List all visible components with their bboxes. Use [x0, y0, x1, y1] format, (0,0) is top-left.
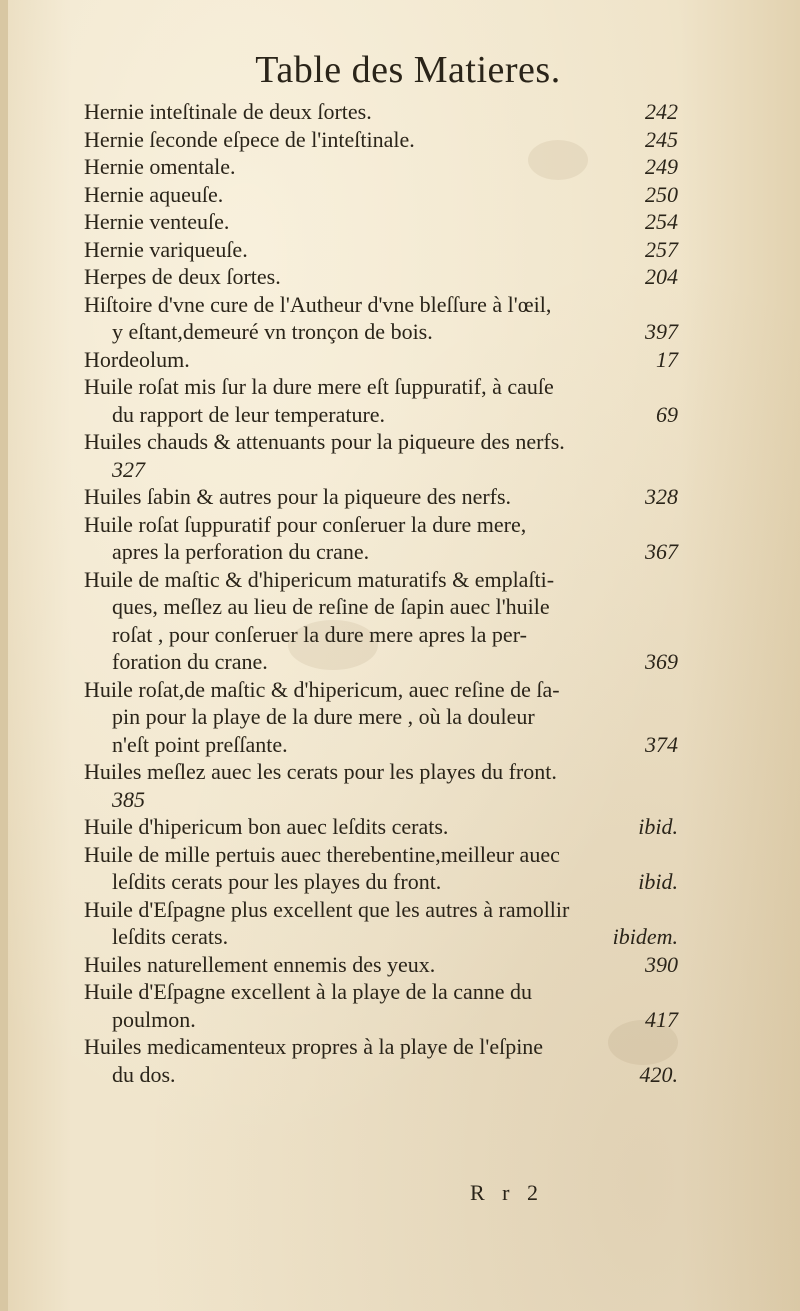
entry-text: n'eſt point preſſante. [112, 731, 288, 757]
index-entry [84, 153, 678, 181]
entry-line [84, 648, 678, 676]
entry-text: poulmon. [112, 1006, 196, 1032]
entry-line [84, 1033, 678, 1061]
entry-text: Herpes de deux ſortes. [84, 264, 281, 289]
entry-page-number: ibid. [638, 814, 678, 839]
entry-line [84, 676, 678, 704]
entry-page-number: 249 [645, 154, 678, 179]
index-entry [84, 126, 678, 154]
entry-text: foration du crane. [112, 649, 268, 674]
entry-page-number: 397 [645, 319, 678, 344]
entry-page-number: 204 [645, 264, 678, 289]
entry-page-number: 369 [645, 649, 678, 674]
index-entry [84, 951, 678, 979]
entry-text: Hiſtoire d'vne cure de l'Autheur d'vne bleſſure à l'œil, [84, 291, 552, 317]
index-entry [84, 263, 678, 291]
entry-text: Huile roſat mis ſur la dure mere eſt ſuppuratif, à cauſe [84, 374, 554, 399]
entry-line [84, 978, 678, 1006]
index-entry [84, 511, 678, 566]
index-entry [84, 1033, 678, 1088]
index-entry [84, 346, 678, 374]
entry-line [84, 208, 678, 236]
entry-text: ques, meſlez au lieu de reſine de ſapin auec l'huile [112, 594, 550, 619]
entry-line [84, 1061, 678, 1089]
entry-line [84, 951, 678, 979]
entry-page-number: 417 [645, 1006, 678, 1032]
entry-page-number: ibidem. [612, 924, 678, 949]
entry-text: Hernie ſeconde eſpece de l'inteſtinale. [84, 126, 415, 152]
page-title: Table des Matieres. [255, 49, 561, 91]
entry-text: Hernie inteſtinale de deux ſortes. [84, 99, 372, 124]
entry-line [84, 98, 678, 126]
entry-text: Huiles meſlez auec les cerats pour les playes du front. [84, 759, 557, 784]
entry-page-number: 245 [645, 126, 678, 152]
entry-line [84, 428, 678, 456]
entry-text: Huiles chauds & attenuants pour la piqueure des nerfs. [84, 429, 565, 454]
entry-text: apres la perforation du crane. [112, 539, 370, 564]
entry-page-number: 242 [645, 99, 678, 124]
entry-text: Hernie venteuſe. [84, 209, 230, 234]
entry-text: Huile roſat ſuppuratif pour conſeruer la dure mere, [84, 511, 527, 537]
entry-line [84, 181, 678, 209]
entry-line [84, 841, 678, 869]
entry-line [84, 1006, 678, 1034]
entry-page-number: 367 [645, 539, 678, 564]
entry-page-number: 390 [645, 951, 678, 977]
entry-line [84, 621, 678, 649]
entry-text: Huiles medicamenteux propres à la playe de l'eſpine [84, 1034, 544, 1059]
index-entry [84, 483, 678, 511]
index-entry [84, 896, 678, 951]
entry-line [84, 566, 678, 594]
index-entries [84, 98, 678, 1088]
entry-text: Huile roſat,de maſtic & d'hipericum, auec reſine de ſa- [84, 676, 560, 702]
entry-line [84, 483, 678, 511]
index-entry [84, 676, 678, 759]
entry-line [84, 291, 678, 319]
index-entry [84, 428, 678, 483]
entry-line [84, 538, 678, 566]
index-entry [84, 181, 678, 209]
entry-text: Huile de mille pertuis auec therebentine,meilleur auec [84, 841, 560, 867]
entry-line [84, 456, 678, 484]
entry-page-number: 374 [645, 731, 678, 757]
entry-line [84, 593, 678, 621]
index-entry [84, 978, 678, 1033]
entry-page-number: 69 [656, 401, 678, 427]
entry-text: Huile d'Eſpagne excellent à la playe de la canne du [84, 979, 533, 1004]
entry-text: pin pour la playe de la dure mere , où la douleur [112, 704, 535, 729]
entry-text: y eſtant,demeuré vn tronçon de bois. [112, 319, 433, 344]
entry-line [84, 703, 678, 731]
entry-line [84, 263, 678, 291]
entry-text: leſdits cerats. [112, 924, 229, 949]
entry-page-number: 328 [645, 484, 678, 509]
entry-line [84, 511, 678, 539]
entry-text: Huile de maſtic & d'hipericum maturatifs & emplaſti- [84, 566, 555, 592]
entry-page-number: 17 [656, 346, 678, 372]
index-entry [84, 841, 678, 896]
entry-text: du dos. [112, 1061, 176, 1087]
entry-text: Huile d'Eſpagne plus excellent que les autres à ramollir [84, 896, 570, 922]
signature-mark: R r 2 [470, 1180, 544, 1205]
entry-text: leſdits cerats pour les playes du front. [112, 869, 442, 894]
entry-line [84, 896, 678, 924]
entry-line [84, 126, 678, 154]
entry-page-number: ibid. [638, 869, 678, 894]
index-entry [84, 566, 678, 676]
entry-page-number: 257 [645, 236, 678, 262]
entry-line [84, 758, 678, 786]
entry-text: Huiles ſabin & autres pour la piqueure des nerfs. [84, 484, 512, 509]
entry-text: Hernie variqueuſe. [84, 236, 248, 262]
entry-line [84, 373, 678, 401]
entry-line [84, 731, 678, 759]
entry-line [84, 346, 678, 374]
entry-page-number: 327 [112, 456, 145, 482]
entry-text: Huile d'hipericum bon auec leſdits cerats. [84, 814, 449, 839]
entry-text: Huiles naturellement ennemis des yeux. [84, 951, 436, 977]
entry-text: du rapport de leur temperature. [112, 401, 386, 427]
entry-page-number: 385 [112, 786, 145, 812]
index-entry [84, 758, 678, 813]
index-entry [84, 208, 678, 236]
entry-line [84, 401, 678, 429]
entry-line [84, 236, 678, 264]
entry-text: Hernie aqueuſe. [84, 181, 224, 207]
entry-line [84, 923, 678, 951]
index-entry [84, 98, 678, 126]
index-entry [84, 291, 678, 346]
entry-text: roſat , pour conſeruer la dure mere apres la per- [112, 621, 527, 647]
entry-page-number: 254 [645, 209, 678, 234]
entry-page-number: 250 [645, 181, 678, 207]
entry-text: Hordeolum. [84, 346, 190, 372]
entry-line [84, 868, 678, 896]
entry-line [84, 153, 678, 181]
index-entry [84, 236, 678, 264]
entry-page-number: 420. [639, 1061, 678, 1087]
entry-text: Hernie omentale. [84, 154, 236, 179]
entry-line [84, 786, 678, 814]
index-entry [84, 373, 678, 428]
index-entry [84, 813, 678, 841]
entry-line [84, 813, 678, 841]
entry-line [84, 318, 678, 346]
